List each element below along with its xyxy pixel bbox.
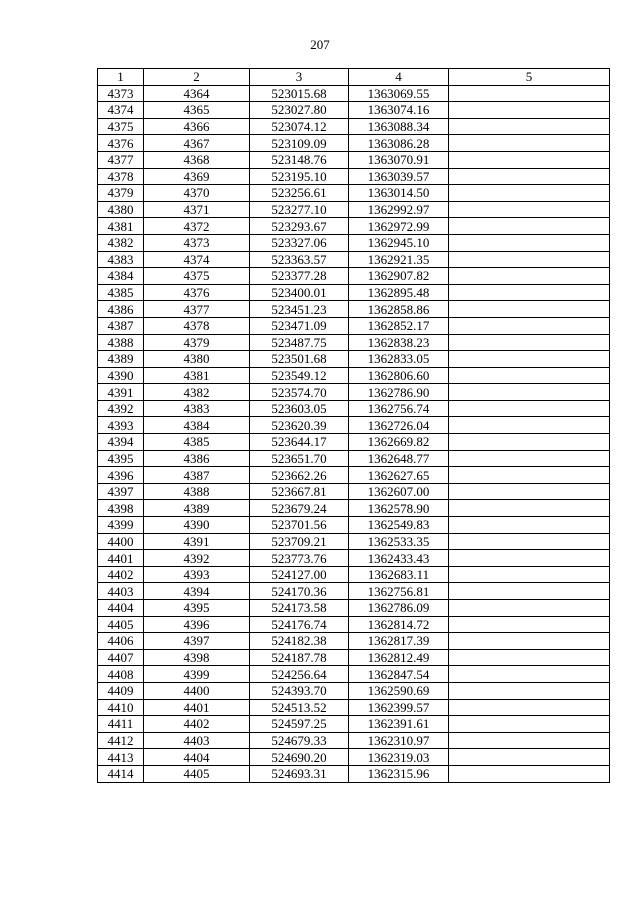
table-cell-col-4: 1362847.54 <box>349 666 449 683</box>
table-cell-col-1: 4395 <box>98 450 144 467</box>
table-cell-col-2: 4401 <box>144 699 250 716</box>
table-cell-col-5 <box>449 102 610 119</box>
table-cell-col-3: 523501.68 <box>250 351 349 368</box>
table-cell-col-5 <box>449 500 610 517</box>
table-cell-col-2: 4379 <box>144 334 250 351</box>
table-cell-col-2: 4368 <box>144 151 250 168</box>
table-cell-col-2: 4403 <box>144 732 250 749</box>
table-cell-col-2: 4402 <box>144 716 250 733</box>
table-row <box>98 102 610 119</box>
table-row <box>98 483 610 500</box>
table-cell-col-4: 1362814.72 <box>349 616 449 633</box>
table-cell-col-2: 4385 <box>144 434 250 451</box>
table-cell-col-5 <box>449 201 610 218</box>
table-cell-col-5 <box>449 135 610 152</box>
table-row <box>98 583 610 600</box>
table-cell-col-4: 1363088.34 <box>349 118 449 135</box>
table-cell-col-3: 524690.20 <box>250 749 349 766</box>
table-cell-col-1: 4388 <box>98 334 144 351</box>
table-cell-col-3: 523667.81 <box>250 483 349 500</box>
table-cell-col-1: 4412 <box>98 732 144 749</box>
table-row <box>98 417 610 434</box>
table-cell-col-5 <box>449 301 610 318</box>
table-row <box>98 367 610 384</box>
table-cell-col-2: 4391 <box>144 533 250 550</box>
table-cell-col-2: 4369 <box>144 168 250 185</box>
table-cell-col-2: 4375 <box>144 268 250 285</box>
table-row <box>98 600 610 617</box>
table-cell-col-3: 523148.76 <box>250 151 349 168</box>
table-cell-col-5 <box>449 517 610 534</box>
table-cell-col-5 <box>449 400 610 417</box>
table-cell-col-3: 523603.05 <box>250 400 349 417</box>
table-cell-col-5 <box>449 550 610 567</box>
table-cell-col-1: 4402 <box>98 566 144 583</box>
table-cell-col-3: 523471.09 <box>250 317 349 334</box>
table-cell-col-3: 523709.21 <box>250 533 349 550</box>
table-cell-col-3: 523195.10 <box>250 168 349 185</box>
table-row <box>98 218 610 235</box>
table-row <box>98 301 610 318</box>
table-row <box>98 151 610 168</box>
table-cell-col-5 <box>449 649 610 666</box>
table-cell-col-3: 523620.39 <box>250 417 349 434</box>
table-cell-col-4: 1362838.23 <box>349 334 449 351</box>
table-cell-col-2: 4381 <box>144 367 250 384</box>
table-cell-col-4: 1362945.10 <box>349 234 449 251</box>
table-cell-col-1: 4397 <box>98 483 144 500</box>
table-cell-col-5 <box>449 268 610 285</box>
table-cell-col-4: 1362817.39 <box>349 633 449 650</box>
table-cell-col-1: 4377 <box>98 151 144 168</box>
header-row <box>98 69 610 86</box>
table-cell-col-3: 523773.76 <box>250 550 349 567</box>
table-cell-col-5 <box>449 566 610 583</box>
table-cell-col-5 <box>449 168 610 185</box>
table-cell-col-5 <box>449 583 610 600</box>
table-cell-col-4: 1362533.35 <box>349 533 449 550</box>
table-cell-col-2: 4395 <box>144 600 250 617</box>
table-cell-col-2: 4374 <box>144 251 250 268</box>
table-row <box>98 400 610 417</box>
table-cell-col-4: 1362433.43 <box>349 550 449 567</box>
table-cell-col-5 <box>449 765 610 782</box>
table-cell-col-4: 1362833.05 <box>349 351 449 368</box>
table-cell-col-3: 524693.31 <box>250 765 349 782</box>
table-row <box>98 633 610 650</box>
table-cell-col-1: 4411 <box>98 716 144 733</box>
table-cell-col-3: 523400.01 <box>250 284 349 301</box>
table-cell-col-1: 4391 <box>98 384 144 401</box>
column-header-4: 4 <box>349 69 449 86</box>
table-cell-col-2: 4404 <box>144 749 250 766</box>
table-cell-col-2: 4378 <box>144 317 250 334</box>
table-cell-col-2: 4373 <box>144 234 250 251</box>
table-cell-col-2: 4400 <box>144 682 250 699</box>
table-cell-col-4: 1362812.49 <box>349 649 449 666</box>
table-row <box>98 699 610 716</box>
table-cell-col-4: 1362648.77 <box>349 450 449 467</box>
table-cell-col-2: 4364 <box>144 85 250 102</box>
table-cell-col-2: 4386 <box>144 450 250 467</box>
table-cell-col-2: 4372 <box>144 218 250 235</box>
table-row <box>98 550 610 567</box>
table-cell-col-4: 1362972.99 <box>349 218 449 235</box>
table-row <box>98 351 610 368</box>
table-cell-col-2: 4390 <box>144 517 250 534</box>
table-cell-col-4: 1362756.74 <box>349 400 449 417</box>
table-cell-col-5 <box>449 666 610 683</box>
table-row <box>98 85 610 102</box>
table-cell-col-1: 4384 <box>98 268 144 285</box>
table-cell-col-3: 523015.68 <box>250 85 349 102</box>
table-row <box>98 500 610 517</box>
table-cell-col-4: 1362786.90 <box>349 384 449 401</box>
table-cell-col-3: 524170.36 <box>250 583 349 600</box>
table-row <box>98 517 610 534</box>
table-cell-col-1: 4408 <box>98 666 144 683</box>
table-cell-col-1: 4399 <box>98 517 144 534</box>
table-cell-col-5 <box>449 732 610 749</box>
table-cell-col-2: 4398 <box>144 649 250 666</box>
table-cell-col-3: 523256.61 <box>250 185 349 202</box>
table-cell-col-5 <box>449 384 610 401</box>
table-cell-col-3: 523451.23 <box>250 301 349 318</box>
table-cell-col-5 <box>449 699 610 716</box>
column-header-5: 5 <box>449 69 610 86</box>
table-cell-col-5 <box>449 682 610 699</box>
table-cell-col-5 <box>449 284 610 301</box>
table-header <box>98 69 610 86</box>
table-cell-col-2: 4383 <box>144 400 250 417</box>
table-cell-col-5 <box>449 234 610 251</box>
table-cell-col-1: 4413 <box>98 749 144 766</box>
table-row <box>98 384 610 401</box>
table-cell-col-1: 4387 <box>98 317 144 334</box>
table-cell-col-3: 524127.00 <box>250 566 349 583</box>
table-cell-col-4: 1362578.90 <box>349 500 449 517</box>
table-row <box>98 649 610 666</box>
table-row <box>98 185 610 202</box>
table-cell-col-2: 4382 <box>144 384 250 401</box>
table-cell-col-1: 4382 <box>98 234 144 251</box>
table-cell-col-4: 1362590.69 <box>349 682 449 699</box>
table-cell-col-5 <box>449 218 610 235</box>
table-cell-col-5 <box>449 351 610 368</box>
table-cell-col-1: 4374 <box>98 102 144 119</box>
table-cell-col-3: 523679.24 <box>250 500 349 517</box>
table-cell-col-1: 4375 <box>98 118 144 135</box>
table-cell-col-4: 1362549.83 <box>349 517 449 534</box>
table-cell-col-1: 4392 <box>98 400 144 417</box>
column-header-1: 1 <box>98 69 144 86</box>
table-cell-col-5 <box>449 317 610 334</box>
table-cell-col-4: 1363069.55 <box>349 85 449 102</box>
table-cell-col-5 <box>449 467 610 484</box>
table-body <box>98 85 610 782</box>
table-cell-col-2: 4396 <box>144 616 250 633</box>
table-cell-col-2: 4397 <box>144 633 250 650</box>
table-cell-col-5 <box>449 633 610 650</box>
table-cell-col-3: 524679.33 <box>250 732 349 749</box>
table-cell-col-4: 1363070.91 <box>349 151 449 168</box>
table-cell-col-2: 4392 <box>144 550 250 567</box>
column-header-3: 3 <box>250 69 349 86</box>
table-cell-col-4: 1362921.35 <box>349 251 449 268</box>
table-cell-col-5 <box>449 600 610 617</box>
table-cell-col-4: 1362806.60 <box>349 367 449 384</box>
table-cell-col-1: 4385 <box>98 284 144 301</box>
table-cell-col-4: 1362683.11 <box>349 566 449 583</box>
table-row <box>98 135 610 152</box>
table-cell-col-1: 4379 <box>98 185 144 202</box>
table-cell-col-4: 1362858.86 <box>349 301 449 318</box>
table-cell-col-1: 4410 <box>98 699 144 716</box>
table-cell-col-1: 4396 <box>98 467 144 484</box>
table-row <box>98 566 610 583</box>
table-row <box>98 467 610 484</box>
table-row <box>98 434 610 451</box>
table-cell-col-2: 4380 <box>144 351 250 368</box>
table-cell-col-5 <box>449 616 610 633</box>
table-cell-col-2: 4405 <box>144 765 250 782</box>
table-cell-col-4: 1363086.28 <box>349 135 449 152</box>
table-cell-col-1: 4378 <box>98 168 144 185</box>
table-cell-col-3: 523293.67 <box>250 218 349 235</box>
table-cell-col-5 <box>449 185 610 202</box>
table-cell-col-4: 1362786.09 <box>349 600 449 617</box>
table-cell-col-3: 523277.10 <box>250 201 349 218</box>
table-row <box>98 268 610 285</box>
table-row <box>98 666 610 683</box>
table-cell-col-2: 4387 <box>144 467 250 484</box>
table-row <box>98 201 610 218</box>
table-cell-col-3: 524513.52 <box>250 699 349 716</box>
table-cell-col-5 <box>449 483 610 500</box>
coordinates-table <box>97 68 610 783</box>
table-cell-col-5 <box>449 434 610 451</box>
table-cell-col-5 <box>449 251 610 268</box>
table-cell-col-3: 523644.17 <box>250 434 349 451</box>
table-cell-col-2: 4384 <box>144 417 250 434</box>
table-cell-col-4: 1362391.61 <box>349 716 449 733</box>
table-cell-col-2: 4388 <box>144 483 250 500</box>
table-cell-col-5 <box>449 334 610 351</box>
table-cell-col-5 <box>449 151 610 168</box>
table-cell-col-1: 4386 <box>98 301 144 318</box>
table-cell-col-1: 4380 <box>98 201 144 218</box>
table-cell-col-3: 524176.74 <box>250 616 349 633</box>
table-cell-col-4: 1362319.03 <box>349 749 449 766</box>
table-cell-col-4: 1363074.16 <box>349 102 449 119</box>
table-row <box>98 749 610 766</box>
table-cell-col-4: 1362992.97 <box>349 201 449 218</box>
table-row <box>98 118 610 135</box>
table-cell-col-3: 524173.58 <box>250 600 349 617</box>
table-cell-col-5 <box>449 450 610 467</box>
table-row <box>98 450 610 467</box>
table-cell-col-5 <box>449 417 610 434</box>
page-number: 207 <box>310 37 330 52</box>
table-cell-col-3: 523651.70 <box>250 450 349 467</box>
table-cell-col-4: 1363039.57 <box>349 168 449 185</box>
table-row <box>98 682 610 699</box>
table-row <box>98 765 610 782</box>
table-cell-col-1: 4409 <box>98 682 144 699</box>
table-cell-col-2: 4371 <box>144 201 250 218</box>
table-cell-col-4: 1362627.65 <box>349 467 449 484</box>
table-cell-col-4: 1362310.97 <box>349 732 449 749</box>
table-cell-col-1: 4393 <box>98 417 144 434</box>
table-cell-col-1: 4414 <box>98 765 144 782</box>
table-cell-col-2: 4370 <box>144 185 250 202</box>
table-cell-col-3: 524187.78 <box>250 649 349 666</box>
table-cell-col-4: 1363014.50 <box>349 185 449 202</box>
table-row <box>98 334 610 351</box>
table-cell-col-1: 4405 <box>98 616 144 633</box>
table-row <box>98 168 610 185</box>
table-cell-col-4: 1362726.04 <box>349 417 449 434</box>
table-cell-col-2: 4394 <box>144 583 250 600</box>
table-cell-col-2: 4377 <box>144 301 250 318</box>
table-cell-col-1: 4406 <box>98 633 144 650</box>
table-cell-col-1: 4383 <box>98 251 144 268</box>
table-cell-col-3: 523549.12 <box>250 367 349 384</box>
table-cell-col-3: 523662.26 <box>250 467 349 484</box>
table-cell-col-4: 1362852.17 <box>349 317 449 334</box>
table-cell-col-1: 4407 <box>98 649 144 666</box>
table-row <box>98 616 610 633</box>
table-cell-col-5 <box>449 716 610 733</box>
table-cell-col-4: 1362607.00 <box>349 483 449 500</box>
table-cell-col-3: 523363.57 <box>250 251 349 268</box>
table-cell-col-2: 4365 <box>144 102 250 119</box>
table-row <box>98 533 610 550</box>
table-cell-col-1: 4398 <box>98 500 144 517</box>
table-cell-col-1: 4401 <box>98 550 144 567</box>
table-cell-col-3: 523327.06 <box>250 234 349 251</box>
table-cell-col-4: 1362756.81 <box>349 583 449 600</box>
table-cell-col-3: 523701.56 <box>250 517 349 534</box>
table-cell-col-2: 4376 <box>144 284 250 301</box>
table-cell-col-1: 4404 <box>98 600 144 617</box>
table-cell-col-3: 524182.38 <box>250 633 349 650</box>
table-cell-col-1: 4389 <box>98 351 144 368</box>
table-row <box>98 732 610 749</box>
table-row <box>98 716 610 733</box>
table-row <box>98 251 610 268</box>
table-cell-col-3: 524597.25 <box>250 716 349 733</box>
table-cell-col-2: 4366 <box>144 118 250 135</box>
table-cell-col-1: 4400 <box>98 533 144 550</box>
table-cell-col-1: 4394 <box>98 434 144 451</box>
table-cell-col-3: 523377.28 <box>250 268 349 285</box>
table-cell-col-3: 524256.64 <box>250 666 349 683</box>
table-cell-col-1: 4390 <box>98 367 144 384</box>
column-header-2: 2 <box>144 69 250 86</box>
table-cell-col-4: 1362315.96 <box>349 765 449 782</box>
table-cell-col-1: 4381 <box>98 218 144 235</box>
table-cell-col-5 <box>449 85 610 102</box>
table-row <box>98 284 610 301</box>
table-cell-col-2: 4389 <box>144 500 250 517</box>
table-cell-col-5 <box>449 367 610 384</box>
table-row <box>98 234 610 251</box>
table-cell-col-4: 1362907.82 <box>349 268 449 285</box>
table-cell-col-2: 4393 <box>144 566 250 583</box>
table-row <box>98 317 610 334</box>
table-cell-col-2: 4399 <box>144 666 250 683</box>
table-cell-col-4: 1362399.57 <box>349 699 449 716</box>
table-cell-col-1: 4373 <box>98 85 144 102</box>
table-cell-col-1: 4376 <box>98 135 144 152</box>
table-cell-col-3: 523109.09 <box>250 135 349 152</box>
table-cell-col-4: 1362669.82 <box>349 434 449 451</box>
table-cell-col-3: 523574.70 <box>250 384 349 401</box>
table-cell-col-1: 4403 <box>98 583 144 600</box>
table-cell-col-3: 523074.12 <box>250 118 349 135</box>
table-cell-col-5 <box>449 749 610 766</box>
table-cell-col-5 <box>449 118 610 135</box>
table-cell-col-3: 524393.70 <box>250 682 349 699</box>
table-cell-col-5 <box>449 533 610 550</box>
table-cell-col-4: 1362895.48 <box>349 284 449 301</box>
table-cell-col-3: 523027.80 <box>250 102 349 119</box>
table-cell-col-2: 4367 <box>144 135 250 152</box>
table-cell-col-3: 523487.75 <box>250 334 349 351</box>
